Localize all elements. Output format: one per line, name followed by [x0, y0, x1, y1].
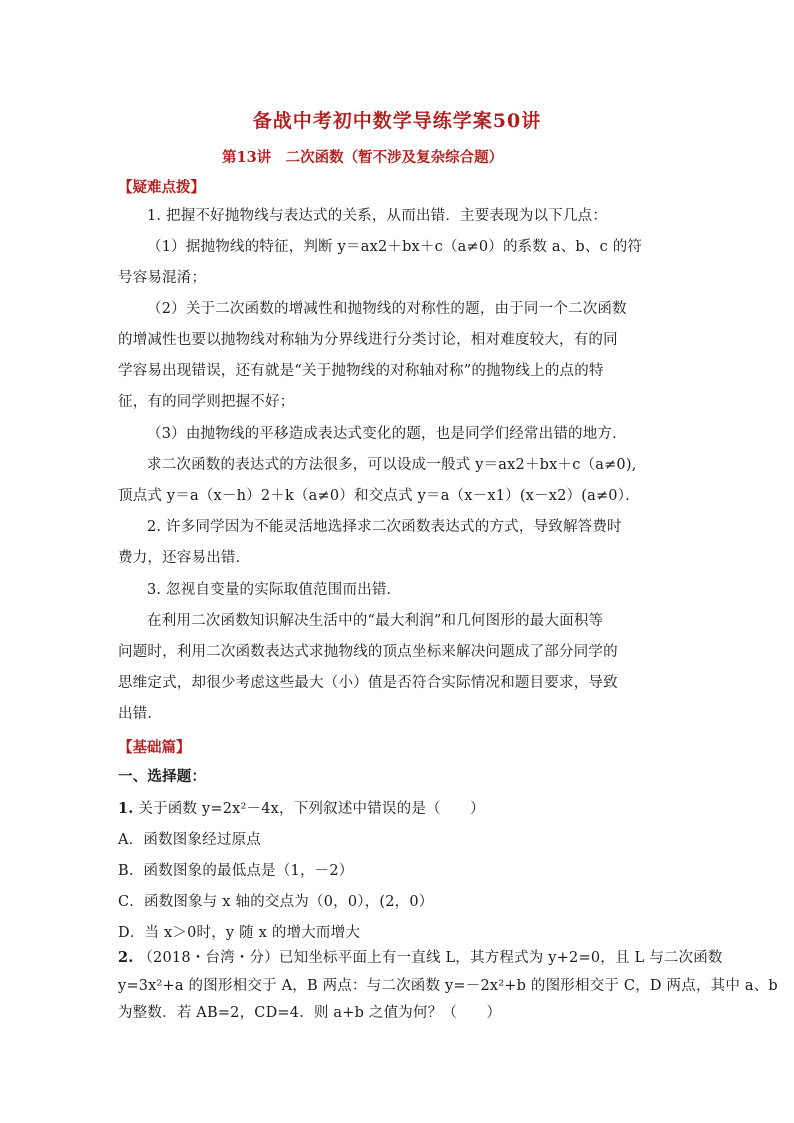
tips-line: 号容易混淆； [118, 270, 207, 286]
tips-line: 出错． [118, 706, 163, 722]
tips-line: 费力，还容易出错． [118, 550, 251, 566]
lesson-subtitle: 第13讲 二次函数（暂不涉及复杂综合题） [222, 149, 504, 166]
section-heading-basic: 【基础篇】 [118, 739, 191, 756]
section-heading-tips: 【疑难点拨】 [118, 179, 205, 196]
question-text: （2018・台湾・分）已知坐标平面上有一直线 L，其方程式为 y+2=0，且 L 与二次函数 [133, 950, 723, 966]
question-2-line [118, 948, 723, 968]
question-2-line: 为整数．若 AB=2，CD=4．则 a+b 之值为何？（ ） [118, 1005, 502, 1021]
tips-line: 的增减性也要以抛物线对称轴为分界线进行分类讨论，相对难度较大，有的同 [118, 332, 618, 348]
tips-line: 思维定式，却很少考虑这些最大（小）值是否符合实际情况和题目要求，导致 [118, 675, 618, 691]
tips-line: 学容易出现错误，还有就是“关于抛物线的对称轴对称”的抛物线上的点的特 [118, 363, 604, 379]
tips-line: （3）由抛物线的平移造成表达式变化的题，也是同学们经常出错的地方． [147, 426, 627, 442]
question-2-line: y=3x²+a 的图形相交于 A，B 两点：与二次函数 y=－2x²+b 的图形相交于 C，D 两点，其中 a、b [118, 978, 778, 994]
question-number: 2. [118, 949, 134, 966]
tips-line: 问题时，利用二次函数表达式求抛物线的顶点坐标来解决问题成了部分同学的 [118, 644, 618, 660]
tips-line: 1. 把握不好抛物线与表达式的关系，从而出错．主要表现为以下几点： [147, 208, 608, 224]
tips-line: 顶点式 y＝a（x－h）2＋k（a≠0）和交点式 y＝a（x－x1）(x－x2）(a≠0）． [118, 488, 640, 504]
document-title: 备战中考初中数学导练学案50讲 [252, 110, 542, 132]
part-heading-choice: 一、选择题： [118, 768, 207, 785]
tips-line: 在利用二次函数知识解决生活中的“最大利润”和几何图形的最大面积等 [147, 613, 604, 629]
tips-line: 求二次函数的表达式的方法很多，可以设成一般式 y＝ax2＋bx＋c（a≠0), [147, 457, 637, 473]
tips-line: 2. 许多同学因为不能灵活地选择求二次函数表达式的方式，导致解答费时 [147, 519, 622, 535]
tips-line: 征，有的同学则把握不好； [118, 394, 295, 410]
option-d: D．当 x＞0时，y 随 x 的增大而增大 [118, 925, 361, 941]
question-1-stem [118, 799, 485, 819]
tips-line: （2）关于二次函数的增减性和抛物线的对称性的题，由于同一个二次函数 [147, 301, 627, 317]
tips-line: 3. 忽视自变量的实际取值范围而出错． [147, 582, 402, 598]
tips-line: （1）据抛物线的特征，判断 y＝ax2＋bx＋c（a≠0）的系数 a、b、c 的符 [147, 239, 643, 255]
question-text: 关于函数 y=2x²－4x，下列叙述中错误的是（ ） [133, 801, 485, 817]
option-c: C．函数图象与 x 轴的交点为（0，0），(2，0） [118, 894, 434, 910]
question-number: 1. [118, 800, 134, 817]
option-a: A．函数图象经过原点 [118, 832, 261, 848]
option-b: B．函数图象的最低点是（1，－2） [118, 863, 354, 879]
